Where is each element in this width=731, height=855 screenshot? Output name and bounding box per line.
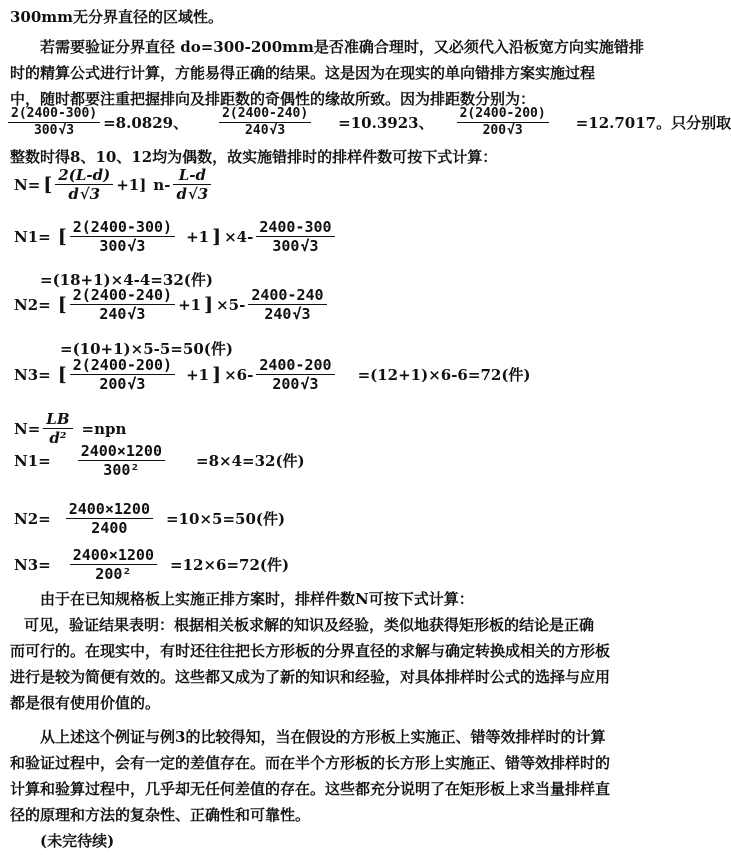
formula-result: =(18+1)×4-4=32(件) bbox=[40, 271, 213, 289]
formula-result: =(12+1)×6-6=72(件) bbox=[357, 366, 531, 384]
formula-lhs: N3= bbox=[14, 365, 51, 384]
formula-term: ×4- bbox=[224, 227, 254, 246]
formula-fraction bbox=[70, 546, 157, 583]
fraction-denominator: 300² bbox=[103, 461, 140, 479]
text-line: 从上述这个例证与例3的比较得知，当在假设的方形板上实施正、错等效排样时的计算 bbox=[40, 728, 606, 746]
ratio-fraction bbox=[457, 106, 549, 139]
formula-term: +1 bbox=[186, 227, 210, 246]
fraction-numerator: 2400-240 bbox=[248, 286, 326, 305]
formula-term: ×6- bbox=[224, 365, 254, 384]
fraction-denominator: d√3 bbox=[68, 185, 101, 203]
ratio-value: =12.7017。只分别取 bbox=[575, 114, 731, 132]
formula-fraction bbox=[66, 500, 153, 537]
formula-n3 bbox=[14, 356, 531, 393]
fraction-denominator: 240√3 bbox=[264, 305, 311, 323]
ratio-line bbox=[8, 106, 731, 139]
fraction-denominator: 240√3 bbox=[99, 305, 146, 323]
fraction-numerator: 2400×1200 bbox=[70, 546, 157, 565]
text-line: 和验证过程中，会有一定的差值存在。而在半个方形板的长方形上实施正、错等效排样时的 bbox=[10, 754, 611, 772]
formula-s1 bbox=[14, 442, 305, 479]
fraction-denominator: 2400 bbox=[91, 519, 128, 537]
fraction-numerator: 2(2400-200) bbox=[70, 356, 175, 375]
bracket: [ bbox=[57, 363, 67, 386]
fraction-denominator: 200√3 bbox=[272, 375, 319, 393]
text-line: 径的原理和方法的复杂性、正确性和可靠性。 bbox=[10, 806, 311, 824]
bracket: [ bbox=[43, 173, 53, 196]
fraction-numerator: 2(2400-240) bbox=[70, 286, 175, 305]
fraction-denominator: 300√3 bbox=[99, 237, 146, 255]
fraction-denominator: 200√3 bbox=[99, 375, 146, 393]
fraction-numerator: 2400-200 bbox=[256, 356, 334, 375]
fraction-numerator: 2400×1200 bbox=[66, 500, 153, 519]
fraction-denominator: d√3 bbox=[176, 185, 209, 203]
formula-s2 bbox=[14, 500, 285, 537]
fraction-denominator: 200√3 bbox=[482, 123, 523, 138]
formula-fraction bbox=[70, 356, 175, 393]
formula-lhs: N1= bbox=[14, 451, 51, 470]
fraction-numerator: L-d bbox=[173, 166, 211, 185]
text-line: 300mm无分界直径的区域性。 bbox=[10, 8, 224, 26]
formula-term: +1 bbox=[178, 295, 202, 314]
ratio-fraction bbox=[8, 106, 100, 139]
text-line: 进行是较为简便有效的。这些都又成为了新的知识和经验，对具体排样时公式的选择与应用 bbox=[10, 668, 611, 686]
bracket: ] bbox=[212, 225, 222, 248]
formula-n1 bbox=[14, 218, 335, 255]
formula-fraction bbox=[55, 166, 113, 203]
formula-lhs: N2= bbox=[14, 509, 51, 528]
formula-term: +1] bbox=[116, 175, 147, 194]
formula-fraction bbox=[78, 442, 165, 479]
text-line: 时的精算公式进行计算，方能易得正确的结果。这是因为在现实的单向错排方案实施过程 bbox=[10, 64, 596, 82]
fraction-numerator: 2(2400-200) bbox=[457, 106, 549, 123]
formula-fraction bbox=[256, 218, 334, 255]
fraction-numerator: 2(2400-240) bbox=[219, 106, 311, 123]
text-line: 计算和验算过程中，几乎却无任何差值的存在。这些都充分说明了在矩形板上求当量排样直 bbox=[10, 780, 611, 798]
fraction-numerator: 2400-300 bbox=[256, 218, 334, 237]
formula-term: +1 bbox=[186, 365, 210, 384]
formula-fraction bbox=[70, 286, 175, 323]
formula-term: =12×6=72(件) bbox=[170, 556, 290, 574]
fraction-denominator: 200² bbox=[95, 565, 132, 583]
fraction-denominator: 300√3 bbox=[33, 123, 75, 138]
formula-stagger bbox=[14, 166, 211, 203]
formula-fraction bbox=[70, 218, 175, 255]
fraction-numerator: 2(2400-300) bbox=[8, 106, 100, 123]
formula-fraction bbox=[173, 166, 211, 203]
fraction-numerator: LB bbox=[43, 410, 72, 429]
formula-term: =8×4=32(件) bbox=[196, 452, 305, 470]
fraction-denominator: 300√3 bbox=[272, 237, 319, 255]
bracket: ] bbox=[212, 363, 222, 386]
formula-result: =(10+1)×5-5=50(件) bbox=[60, 340, 233, 358]
formula-lhs: N= bbox=[14, 175, 41, 194]
ratio-fraction bbox=[219, 106, 311, 139]
formula-term: =npn bbox=[81, 419, 127, 438]
formula-term: =10×5=50(件) bbox=[166, 510, 286, 528]
bracket: [ bbox=[57, 293, 67, 316]
formula-fraction bbox=[248, 286, 326, 323]
formula-n2 bbox=[14, 286, 327, 323]
fraction-numerator: 2400×1200 bbox=[78, 442, 165, 461]
fraction-denominator: 240√3 bbox=[245, 123, 286, 138]
ratio-value: =10.3923、 bbox=[338, 114, 434, 132]
text-line: 由于在已知规格板上实施正排方案时，排样件数N可按下式计算： bbox=[40, 590, 474, 608]
ratio-value: =8.0829、 bbox=[103, 114, 189, 132]
formula-lhs: N= bbox=[14, 419, 41, 438]
text-line: 整数时得8、10、12均为偶数，故实施错排时的排样件数可按下式计算： bbox=[10, 148, 498, 166]
fraction-denominator: d² bbox=[49, 429, 67, 447]
formula-term: ×5- bbox=[216, 295, 246, 314]
to-be-continued: (未完待续) bbox=[40, 832, 115, 850]
text-line: 若需要验证分界直径 do=300-200mm是否准确合理时，又必须代入沿板宽方向实施错排 bbox=[40, 38, 644, 56]
formula-fraction bbox=[256, 356, 334, 393]
bracket: [ bbox=[57, 225, 67, 248]
formula-lhs: N1= bbox=[14, 227, 51, 246]
fraction-numerator: 2(2400-300) bbox=[70, 218, 175, 237]
bracket: ] bbox=[204, 293, 214, 316]
formula-s3 bbox=[14, 546, 289, 583]
text-line: 中，随时都要注重把握排向及排距数的奇偶性的缘故所致。因为排距数分别为： bbox=[10, 90, 536, 108]
formula-lhs: N2= bbox=[14, 295, 51, 314]
text-line: 而可行的。在现实中，有时还往往把长方形板的分界直径的求解与确定转换成相关的方形板 bbox=[10, 642, 611, 660]
formula-term: n- bbox=[153, 175, 171, 194]
fraction-numerator: 2(L-d) bbox=[55, 166, 113, 185]
text-line: 都是很有使用价值的。 bbox=[10, 694, 161, 712]
formula-lhs: N3= bbox=[14, 555, 51, 574]
text-line: 可见，验证结果表明：根据相关板求解的知识及经验，类似地获得矩形板的结论是正确 bbox=[24, 616, 595, 634]
